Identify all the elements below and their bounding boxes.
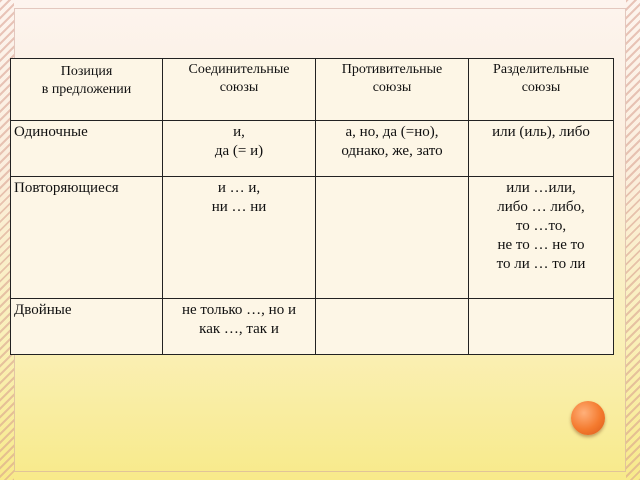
header-position-line-1: Позиция xyxy=(60,64,113,79)
row-label-single: Одиночные xyxy=(11,121,163,177)
table-row xyxy=(11,121,614,177)
header-position-line-2: в предложении xyxy=(41,82,132,97)
conjunctions-table-wrapper xyxy=(10,58,614,354)
cell-text: или …или, xyxy=(506,180,576,196)
cell-text: как …, так и xyxy=(199,321,279,337)
cell-text: не то … не то xyxy=(497,237,585,253)
header-adversative-line-2: союзы xyxy=(372,80,412,95)
row-label-double: Двойные xyxy=(11,299,163,355)
cell-text: и, xyxy=(233,124,245,140)
cell-text: ни … ни xyxy=(211,199,267,215)
cell-single-disjunctive xyxy=(469,121,614,177)
header-disjunctive xyxy=(469,59,614,121)
cell-text: или (иль), либо xyxy=(492,124,590,140)
header-adversative-line-1: Противительные xyxy=(341,62,443,77)
cell-single-adversative xyxy=(316,121,469,177)
header-coordinating-line-2: союзы xyxy=(219,80,259,95)
cell-text: однако, же, зато xyxy=(341,143,443,159)
row-label-repeating: Повторяющиеся xyxy=(11,177,163,299)
table-row xyxy=(11,299,614,355)
cell-text: да (= и) xyxy=(214,143,264,159)
table-row xyxy=(11,177,614,299)
orange-circle-icon xyxy=(571,401,605,435)
cell-text: и … и, xyxy=(217,180,261,196)
header-coordinating-line-1: Соединительные xyxy=(188,62,290,77)
right-stripe-decoration xyxy=(626,0,640,480)
cell-repeating-disjunctive xyxy=(469,177,614,299)
cell-repeating-coordinating xyxy=(163,177,316,299)
header-disjunctive-line-1: Разделительные xyxy=(493,62,589,77)
cell-single-coordinating xyxy=(163,121,316,177)
conjunctions-table xyxy=(10,58,614,355)
header-adversative xyxy=(316,59,469,121)
cell-text: либо … либо, xyxy=(497,199,585,215)
cell-text: то ли … то ли xyxy=(496,256,586,272)
cell-double-disjunctive xyxy=(469,299,614,355)
cell-text: не только …, но и xyxy=(181,302,296,318)
cell-double-coordinating xyxy=(163,299,316,355)
header-row xyxy=(11,59,614,121)
cell-text: то …то, xyxy=(515,218,567,234)
header-position xyxy=(11,59,163,121)
cell-double-adversative xyxy=(316,299,469,355)
header-disjunctive-line-2: союзы xyxy=(521,80,561,95)
cell-repeating-adversative xyxy=(316,177,469,299)
cell-text: а, но, да (=но), xyxy=(345,124,439,140)
header-coordinating xyxy=(163,59,316,121)
